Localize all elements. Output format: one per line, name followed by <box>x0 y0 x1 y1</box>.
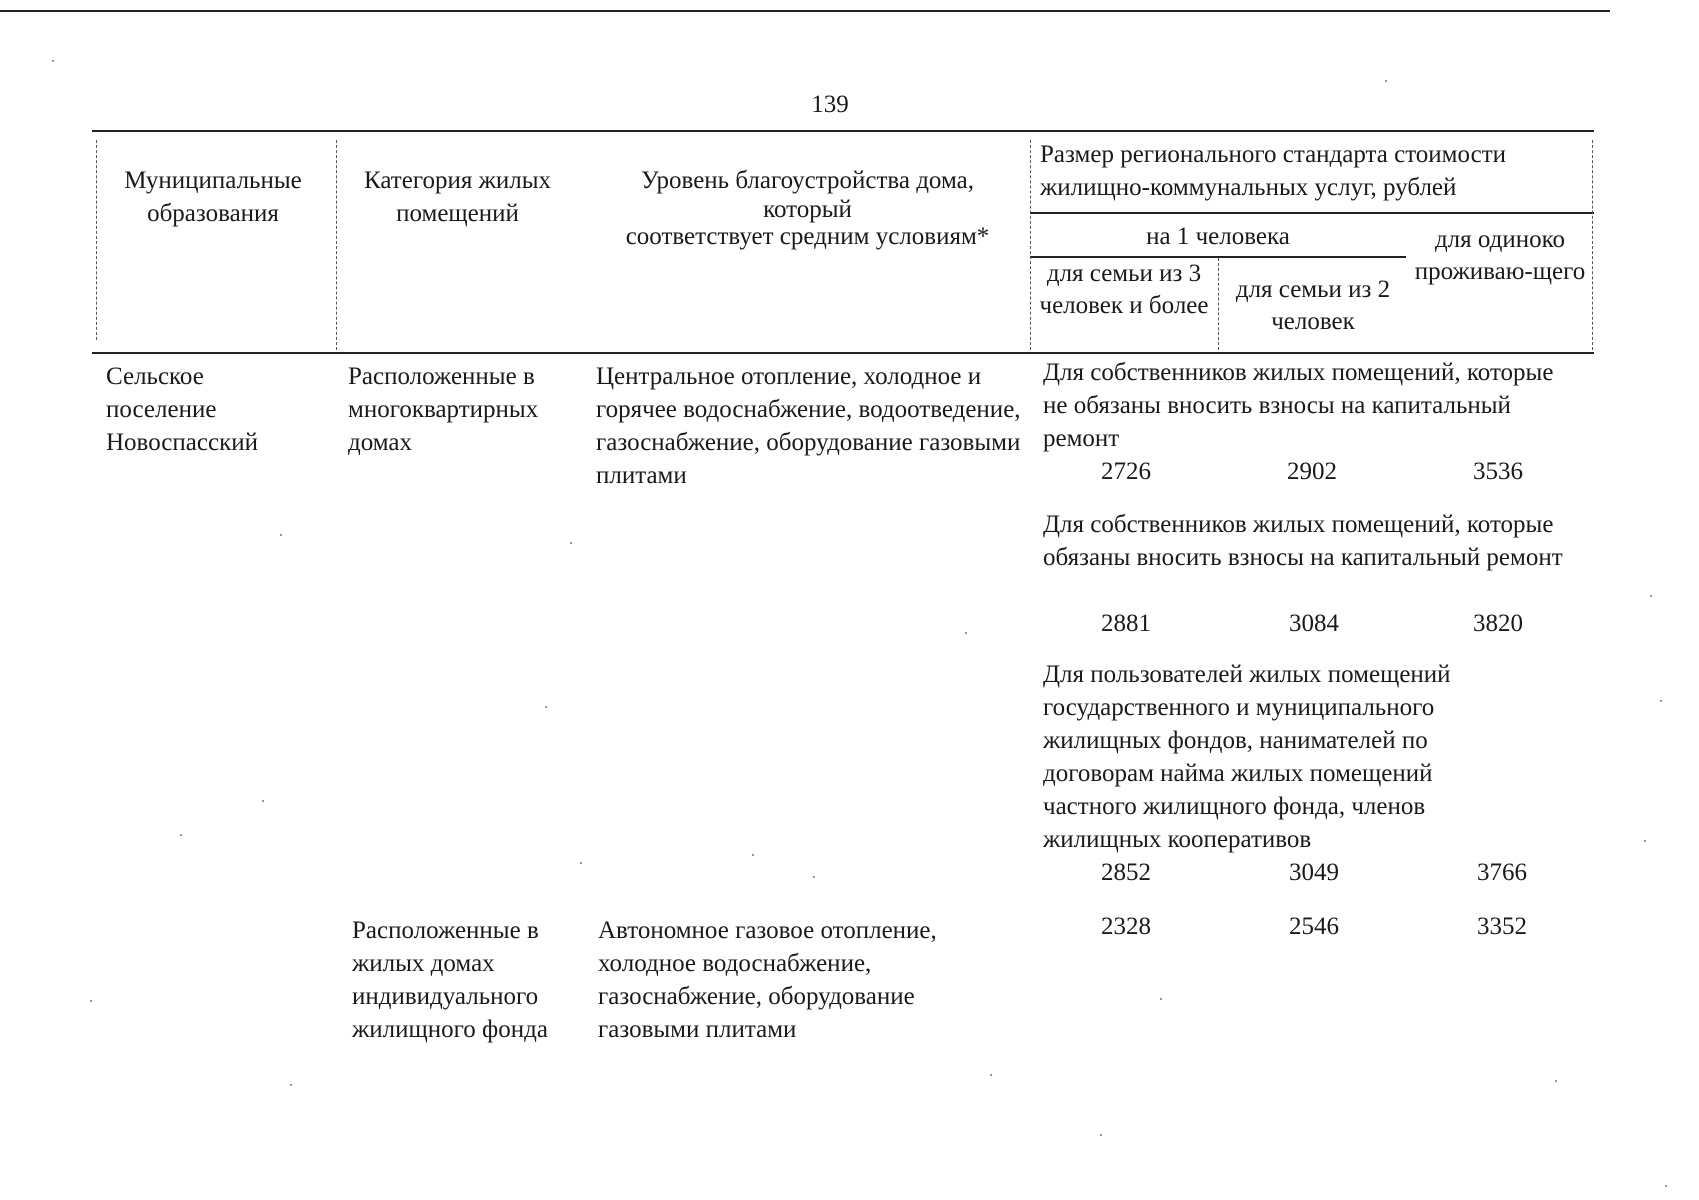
group2-value-single: 3820 <box>1473 610 1523 637</box>
col-separator <box>336 140 337 350</box>
header-single: для одиноко проживаю-щего <box>1414 226 1586 285</box>
row2-category: Расположенные в жилых домах индивидуального жилищного фонда <box>352 917 548 1043</box>
row1-level: Центральное отопление, холодное и горячее водоснабжение, водоотведение, газоснабжение, оборудование газовыми плитами <box>596 363 1021 489</box>
scan-speck <box>280 534 282 536</box>
group1-label: Для собственников жилых помещений, которые не обязаны вносить взносы на капитальный ремонт <box>1043 359 1554 452</box>
header-level-line3: соответствует средним условиям* <box>625 223 990 250</box>
scan-speck <box>570 542 572 544</box>
header-family-3: для семьи из 3 человек и более <box>1039 260 1209 319</box>
scan-speck <box>813 876 815 878</box>
scan-speck <box>1555 1080 1557 1082</box>
scan-speck <box>1385 80 1387 82</box>
scan-speck <box>1660 700 1662 702</box>
row2-value-family2: 2546 <box>1289 913 1339 940</box>
scan-speck <box>1650 595 1652 597</box>
header-bottom-rule <box>92 352 1594 354</box>
scan-speck <box>262 800 264 802</box>
col-separator <box>1218 258 1219 350</box>
scan-speck <box>290 1084 292 1086</box>
group1-value-family3: 2726 <box>1101 458 1151 485</box>
group1-value-single: 3536 <box>1473 458 1523 485</box>
group3-label: Для пользователей жилых помещений государственного и муниципального жилищных фондов, нанимателей по договорам найма жилых помещений частного жилищного фонда, членов жилищных кооперативов <box>1043 661 1451 853</box>
header-family-2: для семьи из 2 человек <box>1235 276 1391 335</box>
scan-speck <box>1160 998 1162 1000</box>
group2-value-family3: 2881 <box>1101 610 1151 637</box>
header-municipality: Муниципальные образования <box>124 167 302 227</box>
table-top-rule <box>92 130 1594 132</box>
scan-speck <box>752 854 754 856</box>
group3-value-family2: 3049 <box>1289 859 1339 886</box>
header-level <box>585 164 1030 253</box>
header-standard-size: Размер регионального стандарта стоимости жилищно-коммунальных услуг, рублей <box>1040 141 1507 201</box>
col-separator <box>1592 140 1593 350</box>
row1-municipality: Сельское поселение Новоспасский <box>106 363 258 456</box>
group1-value-family2: 2902 <box>1287 458 1337 485</box>
header-category: Категория жилых помещений <box>364 167 551 227</box>
scan-speck <box>965 632 967 634</box>
header-level-line1: Уровень благоустройства дома, <box>641 167 974 194</box>
scan-speck <box>580 862 582 864</box>
scan-speck <box>90 1000 92 1002</box>
scan-speck <box>1100 1134 1102 1136</box>
scan-speck <box>545 706 547 708</box>
header-per-person: на 1 человека <box>1146 223 1290 250</box>
scan-speck <box>1665 1185 1667 1187</box>
group3-value-family3: 2852 <box>1101 859 1151 886</box>
scan-speck <box>990 1074 992 1076</box>
group2-value-family2: 3084 <box>1289 610 1339 637</box>
scan-speck <box>52 60 54 62</box>
col-separator <box>96 140 97 340</box>
scan-speck <box>180 834 182 836</box>
row2-level: Автономное газовое отопление, холодное водоснабжение, газоснабжение, оборудование газовыми плитами <box>598 917 937 1043</box>
group3-value-single: 3766 <box>1477 859 1527 886</box>
scan-top-border <box>0 10 1610 12</box>
row1-category: Расположенные в многоквартирных домах <box>348 363 539 456</box>
header-level-line2: который <box>763 196 852 223</box>
row2-value-single: 3352 <box>1477 913 1527 940</box>
row2-value-family3: 2328 <box>1101 913 1151 940</box>
size-header-rule <box>1030 212 1594 214</box>
page-number: 139 <box>811 91 849 118</box>
scan-speck <box>1644 840 1646 842</box>
group2-label: Для собственников жилых помещений, которые обязаны вносить взносы на капитальный ремонт <box>1043 511 1563 571</box>
